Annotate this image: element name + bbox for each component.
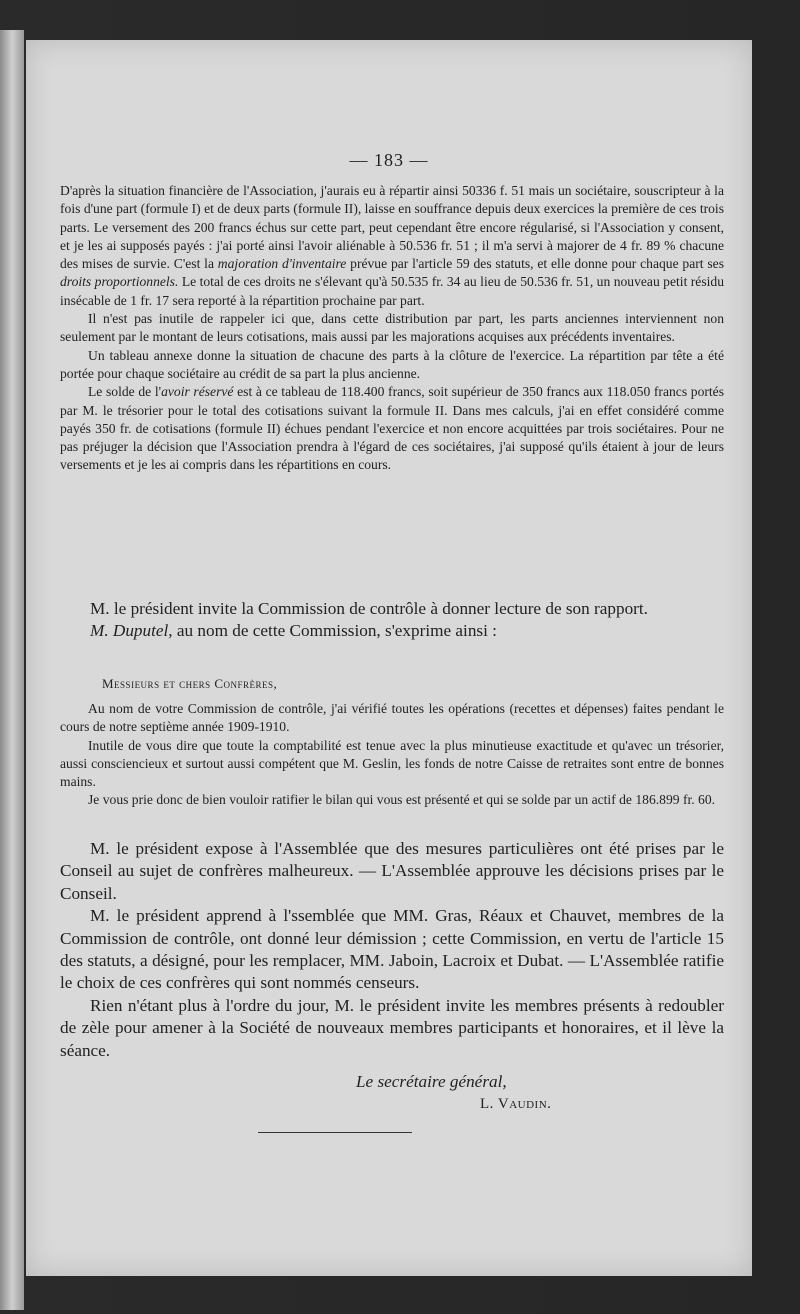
minutes-paragraph-4: M. le président apprend à l'ssemblée que MM. Gras, Réaux et Chauvet, membres de la Commission de contrôle, ont donné leur démission ; cette Commission, en vertu de l'article 15 des statuts, a désigné, pour les remplacer, MM. Jaboin, Lacroix et Dubat. — L'Assemblée ratifie le choix de ces confrères qui sont nommés censeurs. (60, 906, 724, 993)
document-page (26, 40, 752, 1276)
report-text (60, 182, 724, 475)
commission-paragraph-2: Inutile de vous dire que toute la comptabilité est tenue avec la plus minutieuse exactitude et qu'avec un trésorier, aussi consciencieux et surtout aussi compétent que M. Geslin, les fonds de notre Caisse de retraites sont entre de bonnes mains. (60, 737, 724, 790)
report-paragraph-3: Un tableau annexe donne la situation de chacune des parts à la clôture de l'exercice. La répartition par tête a été portée pour chaque sociétaire au crédit de sa part la plus ancienne. (60, 347, 724, 381)
minutes-paragraph-1: M. le président invite la Commission de contrôle à donner lecture de son rapport. (90, 599, 648, 618)
minutes-paragraph-2: M. Duputel, au nom de cette Commission, s'exprime ainsi : (90, 621, 497, 641)
commission-paragraph-3: Je vous prie donc de bien vouloir ratifier le bilan qui vous est présenté et qui se solde par un actif de 186.899 fr. 60. (88, 792, 716, 808)
commission-report (60, 700, 724, 810)
signature-title: Le secrétaire général, (356, 1072, 507, 1091)
signature-name: L. Vaudin. (480, 1096, 552, 1112)
minutes-paragraph-3: M. le président expose à l'Assemblée que des mesures particulières ont été prises par le Conseil au sujet de confrères malheureux. — L'Assemblée approuve les décisions prises par le Conseil. (60, 839, 724, 903)
report-paragraph-1: D'après la situation financière de l'Association, j'aurais eu à répartir ainsi 50336 f. 51 mais un sociétaire, souscripteur à la fois d'une part (formule I) et de deux parts (formule II), laisse en souffrance depuis deux exercices la première de ces trois parts. Le versement des 200 francs échus sur cette part, peut cependant être encore régularisé, si l'Association y consent, et je les ai supposés payés : j'ai porté ainsi l'avoir aliénable à 50.536 fr. 51 ; il m'a servi à majorer de 4 fr. 89 % chacune des mises de survie. C'est la majoration d'inventaire prévue par l'article 59 des statuts, et elle donne pour chaque part ses droits proportionnels. Le total de ces droits ne s'élevant qu'à 50.535 fr. 34 au lieu de 50.536 fr. 51, un nouveau petit résidu insécable de 1 fr. 17 sera reporté à la répartition prochaine par part. (60, 183, 725, 308)
report-paragraph-2: Il n'est pas inutile de rappeler ici que, dans cette distribution par part, les parts anciennes interviennent non seulement par le montant de leurs cotisations, mais aussi par les majorations acquises aux précédents inventaires. (60, 311, 724, 345)
minutes-section-2 (60, 838, 724, 1062)
facing-page-edge (0, 30, 24, 1310)
page-number: — 183 — (349, 150, 429, 170)
minutes-section-1 (60, 598, 724, 643)
commission-paragraph-1: Au nom de votre Commission de contrôle, j'ai vérifié toutes les opérations (recettes et dépenses) faites pendant le cours de notre septième année 1909-1910. (60, 701, 724, 735)
closing-rule (258, 1132, 412, 1133)
report-paragraph-4: Le solde de l'avoir réservé est à ce tableau de 118.400 francs, soit supérieur de 350 francs aux 118.050 francs portés par M. le trésorier pour le total des cotisations suivant la formule II. Dans mes calculs, j'ai en effet considéré comme payés 350 fr. de cotisations (formule II) échues pendant l'exercice et non encore acquittées par trois sociétaires. Pour ne pas préjuger la décision que l'Association prendra à l'égard de ces sociétaires, j'ai supposé qu'ils étaient à jour de leurs versements et je les ai compris dans les répartitions en cours. (60, 384, 724, 473)
minutes-paragraph-5: Rien n'étant plus à l'ordre du jour, M. le président invite les membres présents à redoubler de zèle pour amener à la Société de nouveaux membres participants et honoraires, et il lève la séance. (60, 995, 724, 1060)
salutation: Messieurs et chers Confrères, (102, 676, 278, 691)
